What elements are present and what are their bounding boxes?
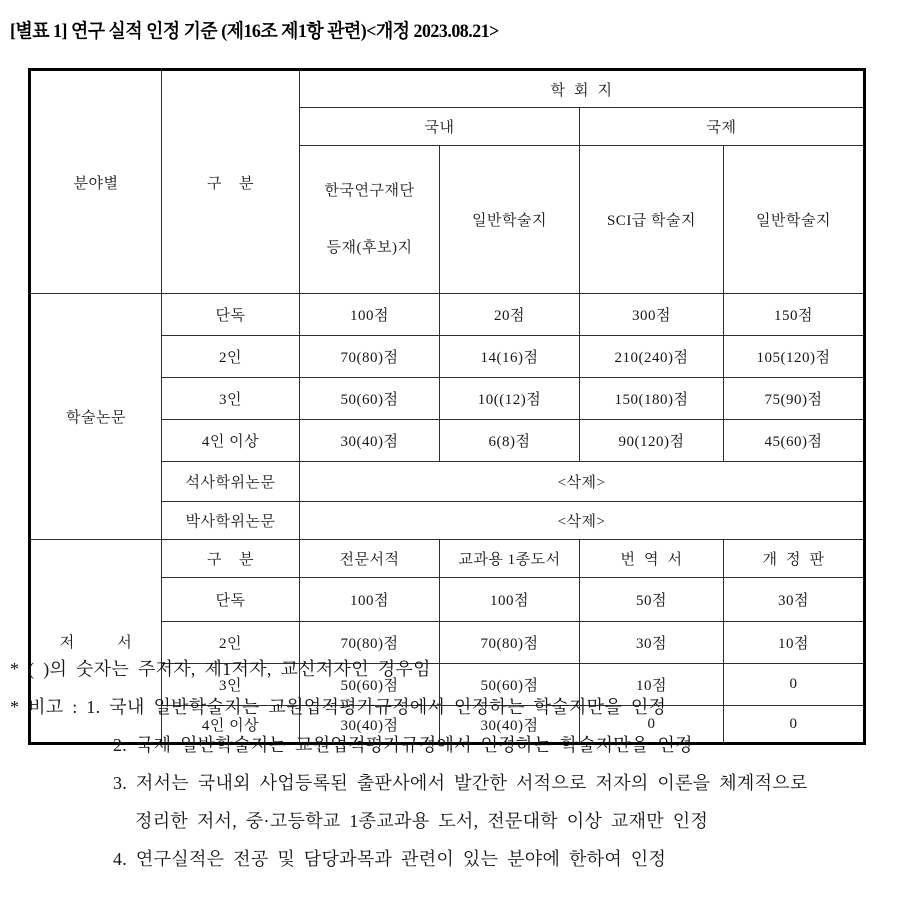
score-cell: 30점 [580, 622, 724, 664]
header-krf-journal-cell [300, 146, 440, 294]
books-header-cell: 개 정 판 [724, 540, 865, 578]
division-cell: 4인 이상 [162, 706, 300, 744]
division-cell: 2인 [162, 336, 300, 378]
note-bigo-3: 3. 저서는 국내외 사업등록된 출판사에서 발간한 서적으로 저자의 이론을 체계적으로 [113, 773, 808, 793]
header-sci-journal-cell: SCI급 학술지 [580, 146, 724, 294]
score-cell: 45(60)점 [724, 420, 865, 462]
note-bigo-3-continued: 정리한 저서, 중·고등학교 1종교과용 도서, 전문대학 이상 교재만 인정 [135, 811, 709, 831]
score-cell: 300점 [580, 294, 724, 336]
division-cell: 3인 [162, 664, 300, 706]
score-cell: 50(60)점 [300, 378, 440, 420]
score-cell: 100점 [440, 578, 580, 622]
score-cell: 150점 [724, 294, 865, 336]
notes-section [10, 650, 900, 878]
deleted-cell: <삭제> [300, 502, 865, 540]
division-cell: 단독 [162, 294, 300, 336]
division-cell: 3인 [162, 378, 300, 420]
score-cell: 210(240)점 [580, 336, 724, 378]
score-cell: 0 [724, 706, 865, 744]
score-cell: 100점 [300, 578, 440, 622]
books-header-cell: 번 역 서 [580, 540, 724, 578]
score-cell: 105(120)점 [724, 336, 865, 378]
score-cell: 100점 [300, 294, 440, 336]
score-cell: 10((12)점 [440, 378, 580, 420]
header-international-cell: 국제 [580, 108, 865, 146]
score-cell: 75(90)점 [724, 378, 865, 420]
note-parenthesis: * ( )의 숫자는 주저자, 제1저자, 교신저자인 경우임 [10, 659, 431, 679]
books-header-cell: 전문서적 [300, 540, 440, 578]
score-cell: 20점 [440, 294, 580, 336]
papers-section-label-cell: 학술논문 [30, 294, 162, 540]
deleted-cell: <삭제> [300, 462, 865, 502]
score-cell: 6(8)점 [440, 420, 580, 462]
division-cell: 박사학위논문 [162, 502, 300, 540]
score-cell: 150(180)점 [580, 378, 724, 420]
header-domestic-cell: 국내 [300, 108, 580, 146]
score-cell: 30(40)점 [300, 706, 440, 744]
score-cell: 14(16)점 [440, 336, 580, 378]
score-cell: 10점 [724, 622, 865, 664]
score-cell: 70(80)점 [440, 622, 580, 664]
header-krf-line1: 한국연구재단 [324, 183, 415, 199]
research-criteria-table [28, 68, 866, 745]
books-header-division-cell: 구 분 [162, 540, 300, 578]
score-cell: 30(40)점 [300, 420, 440, 462]
note-bigo-1: * 비고 : 1. 국내 일반학술지는 교원업적평가규정에서 인정하는 학술지만을 인정 [10, 697, 667, 717]
score-cell: 50점 [580, 578, 724, 622]
books-header-row [30, 540, 865, 578]
score-cell: 0 [580, 706, 724, 744]
header-general-journal-domestic-cell: 일반학술지 [440, 146, 580, 294]
score-cell: 30(40)점 [440, 706, 580, 744]
books-header-cell: 교과용 1종도서 [440, 540, 580, 578]
header-category-cell: 분야별 [30, 70, 162, 294]
page-title: [별표 1] 연구 실적 인정 기준 (제16조 제1항 관련)<개정 2023.08.21> [10, 21, 499, 42]
division-cell: 석사학위논문 [162, 462, 300, 502]
score-cell: 0 [724, 664, 865, 706]
score-cell: 50(60)점 [440, 664, 580, 706]
score-cell: 70(80)점 [300, 622, 440, 664]
score-cell: 50(60)점 [300, 664, 440, 706]
header-row-1 [30, 70, 865, 108]
score-cell: 70(80)점 [300, 336, 440, 378]
header-division-cell: 구 분 [162, 70, 300, 294]
score-cell: 30점 [724, 578, 865, 622]
note-bigo-2: 2. 국제 일반학술지는 교원업적평가규정에서 인정하는 학술지만을 인정 [113, 735, 693, 755]
header-general-journal-intl-cell: 일반학술지 [724, 146, 865, 294]
papers-row-solo [30, 294, 865, 336]
division-cell: 2인 [162, 622, 300, 664]
score-cell: 90(120)점 [580, 420, 724, 462]
header-journal-group-cell: 학 회 지 [300, 70, 865, 108]
note-bigo-4: 4. 연구실적은 전공 및 담당과목과 관련이 있는 분야에 한하여 인정 [113, 849, 667, 869]
score-cell: 10점 [580, 664, 724, 706]
division-cell: 4인 이상 [162, 420, 300, 462]
header-krf-line2: 등재(후보)지 [326, 239, 413, 256]
books-section-label-cell: 저 서 [30, 540, 162, 744]
division-cell: 단독 [162, 578, 300, 622]
